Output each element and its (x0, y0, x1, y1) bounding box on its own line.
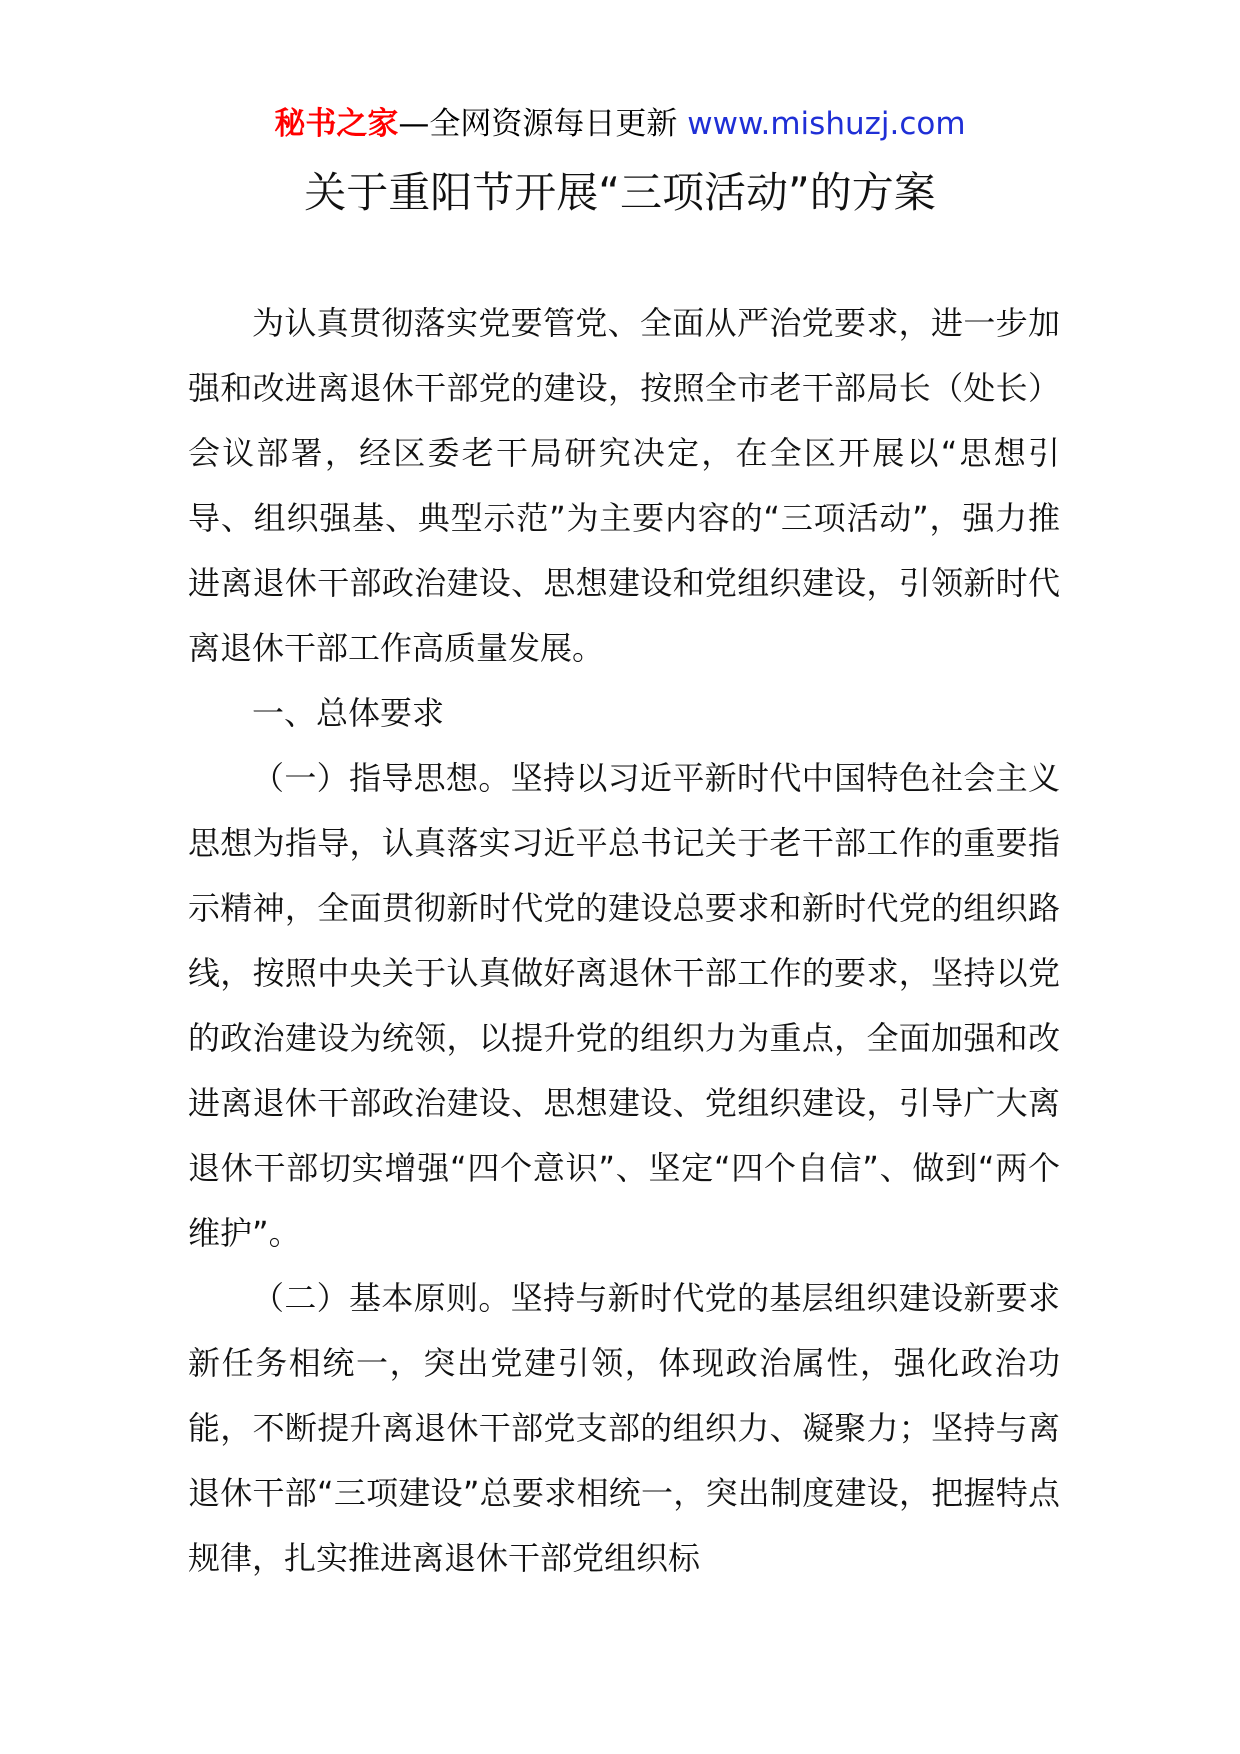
guiding-ideology-paragraph: （一）指导思想。坚持以习近平新时代中国特色社会主义思想为指导，认真落实习近平总书记关于老干部工作的重要指示精神，全面贯彻新时代党的建设总要求和新时代党的组织路线，按照中央关于认真做好离退休干部工作的要求，坚持以党的政治建设为统领，以提升党的组织力为重点，全面加强和改进离退休干部政治建设、思想建设、党组织建设，引导广大离退休干部切实增强“四个意识”、坚定“四个自信”、做到“两个维护”。 (188, 759, 1060, 1252)
document-body (188, 291, 1060, 1591)
intro-paragraph: 为认真贯彻落实党要管党、全面从严治党要求，进一步加强和改进离退休干部党的建设，按照全市老干部局长（处长）会议部署，经区委老干局研究决定，在全区开展以“思想引导、组织强基、典型示范”为主要内容的“三项活动”，强力推进离退休干部政治建设、思想建设和党组织建设，引领新时代离退休干部工作高质量发展。 (188, 304, 1060, 667)
section-heading: 一、总体要求 (252, 694, 445, 732)
header-slogan: —全网资源每日更新 (398, 106, 688, 142)
basic-principles-paragraph: （二）基本原则。坚持与新时代党的基层组织建设新要求新任务相统一，突出党建引领，体现政治属性，强化政治功能，不断提升离退休干部党支部的组织力、凝聚力；坚持与离退休干部“三项建设”总要求相统一，突出制度建设，把握特点规律，扎实推进离退休干部党组织标 (188, 1279, 1060, 1577)
website-link[interactable]: www.mishuzj.com (687, 106, 966, 142)
document-title: 关于重阳节开展“三项活动”的方案 (304, 168, 936, 217)
site-header (0, 100, 1240, 148)
brand-name: 秘书之家 (274, 106, 399, 142)
